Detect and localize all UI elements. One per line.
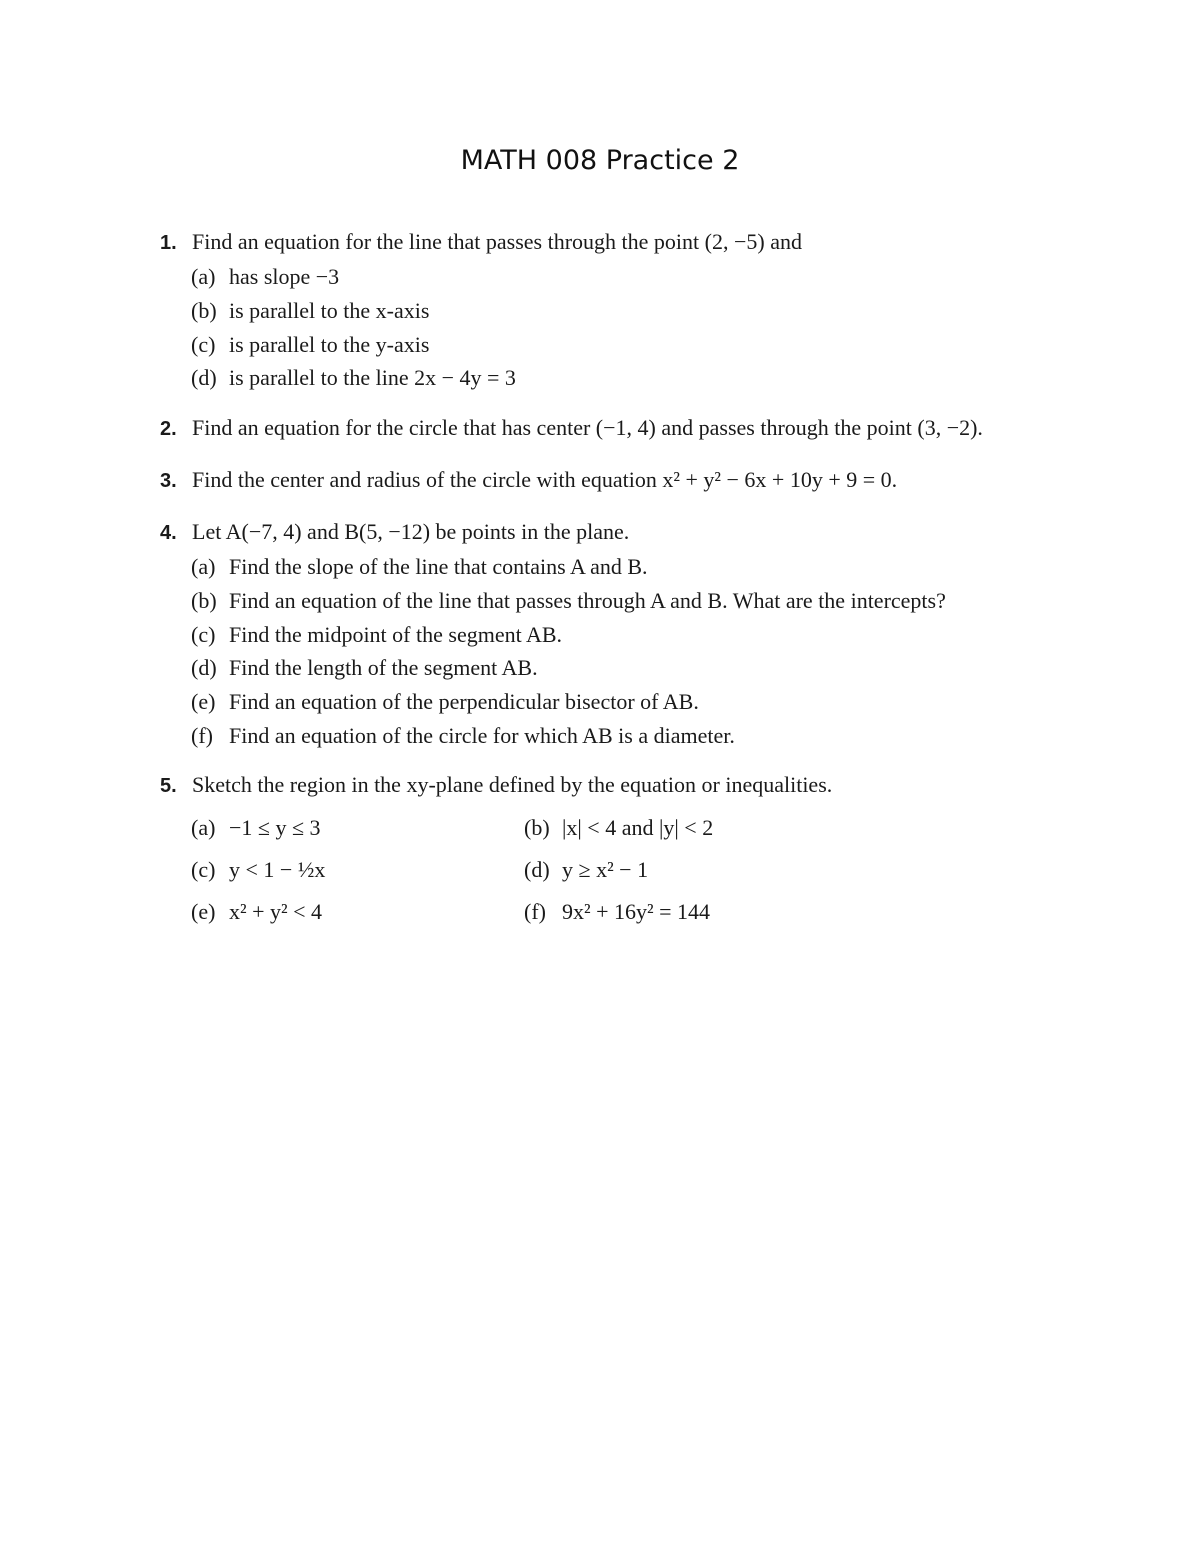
problem-number: 4. (160, 522, 177, 544)
part-label: (b) (524, 815, 550, 840)
part-item (191, 722, 946, 756)
problem-text: Let A(−7, 4) and B(5, −12) be points in the plane. (192, 519, 630, 544)
part-item (191, 331, 802, 365)
problem-number: 3. (160, 470, 177, 492)
part-label: (a) (191, 264, 216, 289)
part-label: (e) (191, 899, 216, 924)
problem-4-parts (191, 553, 946, 756)
part-item (191, 297, 802, 331)
problem-3 (160, 466, 897, 495)
part-label: (f) (191, 722, 213, 748)
problem-number: 5. (160, 775, 177, 797)
part-label: (a) (191, 554, 216, 579)
part-item (191, 553, 946, 587)
problem-5-parts (191, 810, 891, 930)
part-text: Find an equation of the perpendicular bisector of AB. (229, 689, 699, 715)
part-text: −1 ≤ y ≤ 3 (229, 815, 321, 840)
part-item (524, 898, 710, 926)
part-item (191, 856, 325, 884)
part-label: (b) (191, 297, 217, 323)
problem-2 (160, 414, 983, 443)
part-item (191, 688, 946, 722)
page-title: MATH 008 Practice 2 (460, 145, 740, 176)
part-label: (c) (191, 331, 216, 357)
part-label: (c) (191, 857, 216, 882)
problem-1 (160, 228, 802, 398)
part-text: is parallel to the line 2x − 4y = 3 (229, 365, 516, 391)
part-text: Find the midpoint of the segment AB. (229, 621, 563, 647)
part-item (191, 587, 946, 621)
part-text: is parallel to the y-axis (229, 331, 430, 357)
part-label: (d) (191, 655, 217, 681)
part-text: Find the length of the segment AB. (229, 655, 538, 681)
part-text: 9x² + 16y² = 144 (562, 899, 711, 924)
problem-5 (160, 771, 891, 930)
part-text: Find an equation of the circle for which AB is a diameter. (229, 722, 735, 748)
part-item (191, 621, 946, 655)
problem-text: Find an equation for the circle that has center (−1, 4) and passes through the point (3, −2). (192, 415, 983, 440)
part-label: (d) (524, 857, 550, 882)
problem-4 (160, 518, 946, 756)
part-label: (c) (191, 621, 216, 647)
part-item (191, 898, 322, 926)
part-label: (a) (191, 815, 216, 840)
problem-text: Find the center and radius of the circle with equation x² + y² − 6x + 10y + 9 = 0. (192, 467, 898, 492)
problem-number: 2. (160, 418, 177, 440)
part-label: (d) (191, 365, 217, 391)
problem-text: Find an equation for the line that passes through the point (2, −5) and (192, 229, 802, 254)
part-text: Find an equation of the line that passes through A and B. What are the intercepts? (229, 587, 946, 613)
part-item (191, 263, 802, 297)
part-item (191, 364, 802, 398)
part-item (191, 814, 321, 842)
part-label: (f) (524, 899, 546, 924)
part-text: y ≥ x² − 1 (562, 857, 649, 882)
part-text: has slope −3 (229, 264, 340, 289)
part-text: |x| < 4 and |y| < 2 (562, 815, 714, 840)
part-label: (b) (191, 587, 217, 613)
part-label: (e) (191, 689, 216, 715)
part-text: Find the slope of the line that contains A and B. (229, 554, 648, 579)
problem-number: 1. (160, 232, 177, 254)
part-item (524, 856, 648, 884)
part-text: x² + y² < 4 (229, 899, 323, 924)
part-text: y < 1 − ½x (229, 857, 326, 882)
part-text: is parallel to the x-axis (229, 297, 430, 323)
problem-text: Sketch the region in the xy-plane defined by the equation or inequalities. (192, 772, 833, 797)
part-item (524, 814, 713, 842)
problem-1-parts (191, 263, 802, 398)
part-item (191, 654, 946, 688)
